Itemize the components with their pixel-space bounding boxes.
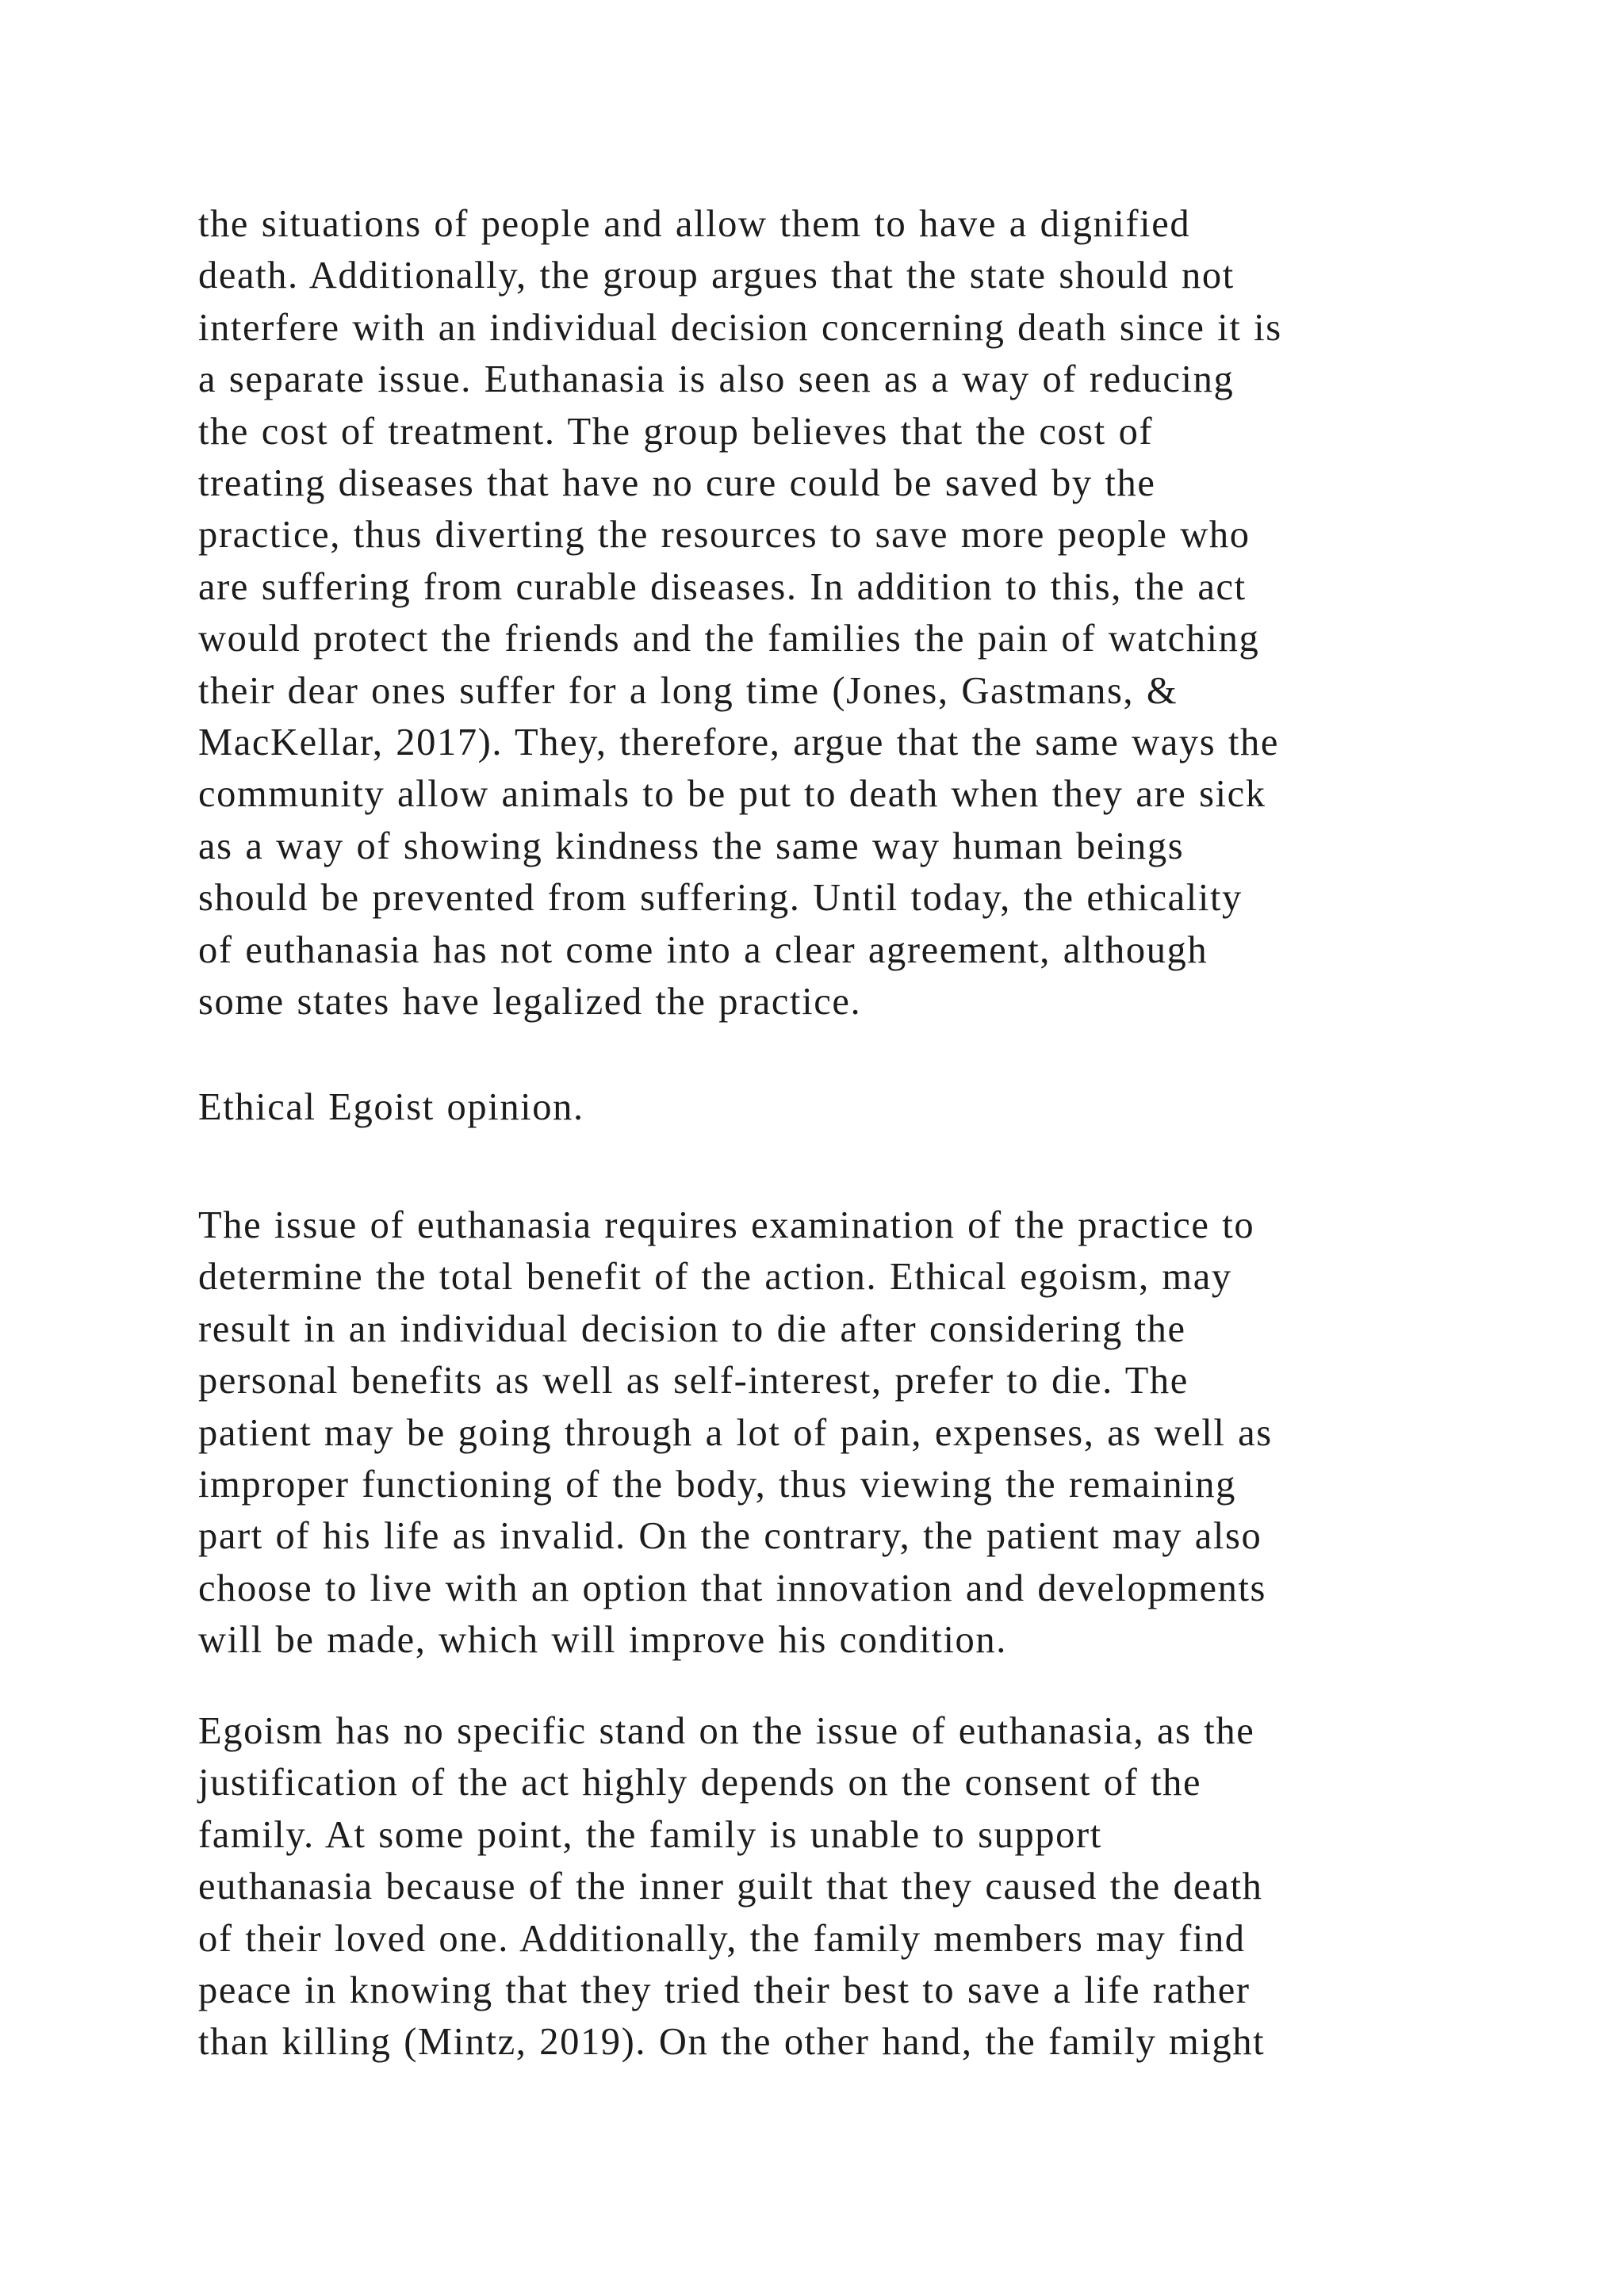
- text-line: family. At some point, the family is unable to support: [198, 1813, 1102, 1856]
- text-line: peace in knowing that they tried their best to save a life rather: [198, 1969, 1251, 2012]
- text-line: community allow animals to be put to death when they are sick: [198, 773, 1266, 816]
- text-line: Egoism has no specific stand on the issue of euthanasia, as the: [198, 1710, 1255, 1752]
- text-line: determine the total benefit of the action. Ethical egoism, may: [198, 1256, 1232, 1299]
- text-line: of euthanasia has not come into a clear agreement, although: [198, 928, 1208, 971]
- paragraph-egoism-family-consent: [198, 1705, 1483, 2068]
- text-line: personal benefits as well as self-interest, prefer to die. The: [198, 1360, 1189, 1402]
- text-line: choose to live with an option that innovation and developments: [198, 1567, 1266, 1609]
- text-line: would protect the friends and the families the pain of watching: [198, 618, 1260, 660]
- text-line: will be made, which will improve his condition.: [198, 1619, 1007, 1662]
- text-line: death. Additionally, the group argues that the state should not: [198, 254, 1235, 297]
- paragraph-arguments-for-euthanasia: [198, 198, 1483, 1028]
- text-line: of their loved one. Additionally, the family members may find: [198, 1917, 1246, 1960]
- text-line: practice, thus diverting the resources to save more people who: [198, 514, 1251, 557]
- text-line: improper functioning of the body, thus viewing the remaining: [198, 1464, 1236, 1506]
- section-heading-ethical-egoist-opinion: [198, 1081, 1483, 1133]
- text-line: MacKellar, 2017). They, therefore, argue that the same ways the: [198, 721, 1280, 764]
- text-line: The issue of euthanasia requires examination of the practice to: [198, 1204, 1255, 1246]
- text-line: a separate issue. Euthanasia is also seen as a way of reducing: [198, 358, 1235, 401]
- text-line: the cost of treatment. The group believes that the cost of: [198, 410, 1154, 453]
- text-line: interfere with an individual decision concerning death since it is: [198, 306, 1282, 349]
- section-heading: Ethical Egoist opinion.: [198, 1086, 584, 1128]
- text-line: euthanasia because of the inner guilt that they caused the death: [198, 1866, 1263, 1908]
- text-line: part of his life as invalid. On the contrary, the patient may also: [198, 1515, 1262, 1558]
- text-line: some states have legalized the practice.: [198, 981, 862, 1024]
- text-line: their dear ones suffer for a long time (Jones, Gastmans, &: [198, 669, 1178, 712]
- text-line: are suffering from curable diseases. In addition to this, the act: [198, 565, 1247, 608]
- text-line: justification of the act highly depends on the consent of the: [198, 1762, 1202, 1804]
- text-line: than killing (Mintz, 2019). On the other hand, the family might: [198, 2021, 1266, 2064]
- paragraph-ethical-egoism: [198, 1200, 1483, 1667]
- text-line: result in an individual decision to die after considering the: [198, 1307, 1186, 1350]
- text-line: should be prevented from suffering. Until today, the ethicality: [198, 877, 1243, 920]
- text-line: treating diseases that have no cure could be saved by the: [198, 462, 1156, 505]
- text-line: the situations of people and allow them to have a dignified: [198, 203, 1191, 245]
- text-line: as a way of showing kindness the same way human beings: [198, 825, 1185, 867]
- text-line: patient may be going through a lot of pain, expenses, as well as: [198, 1411, 1273, 1454]
